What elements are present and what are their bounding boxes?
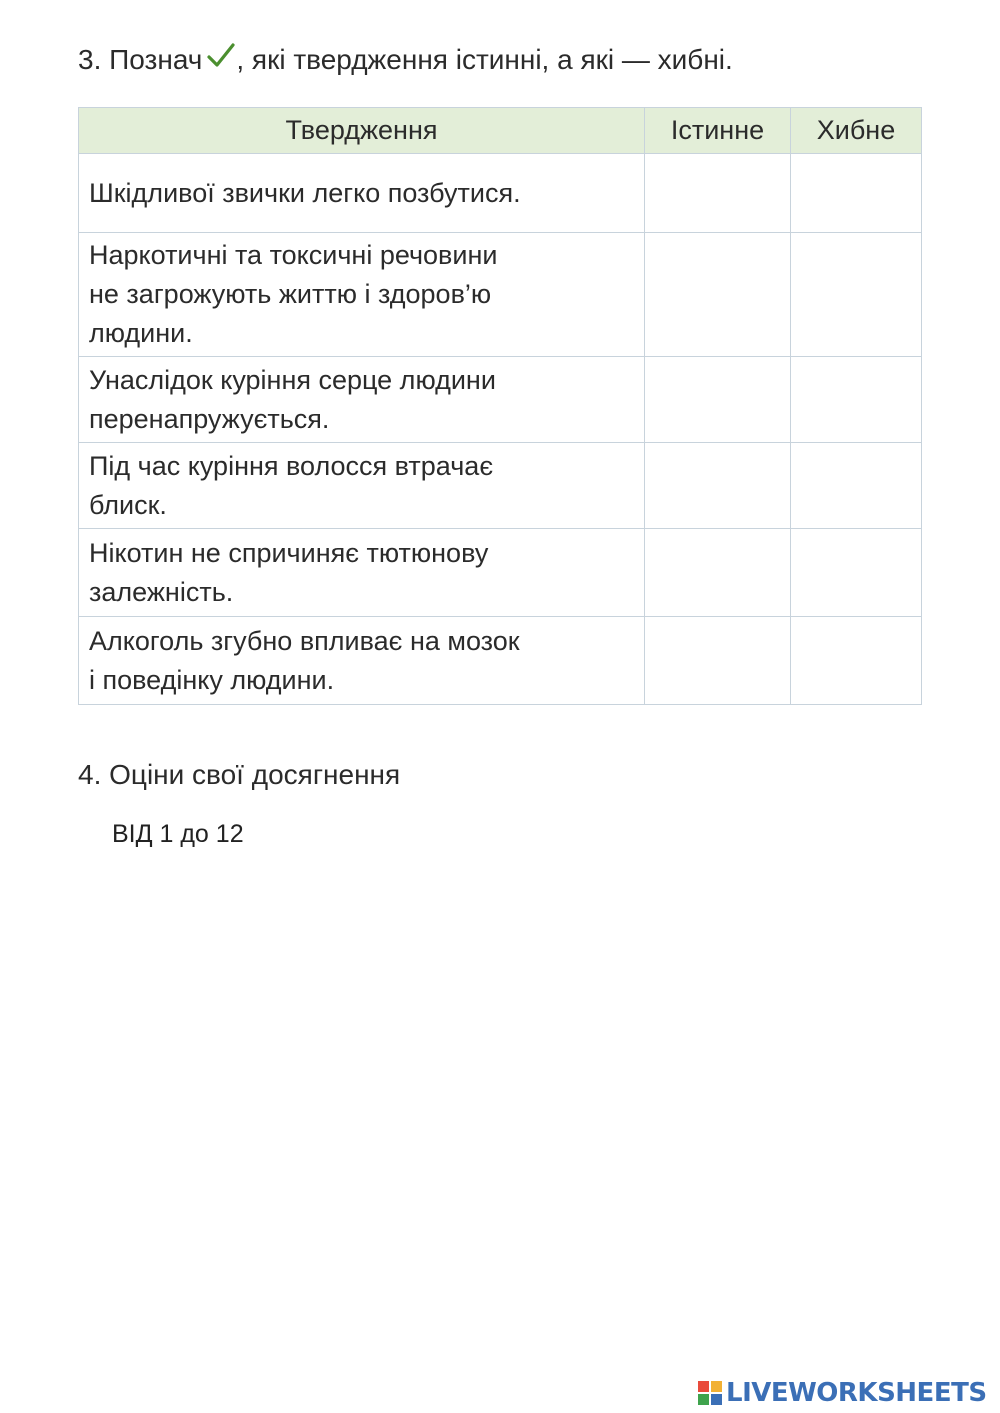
table-row xyxy=(79,443,922,529)
task-3-title-end: , які твердження істинні, а які — хибні. xyxy=(236,44,733,75)
table-row xyxy=(79,357,922,443)
false-mark-cell[interactable] xyxy=(791,233,922,357)
statement-cell xyxy=(79,154,645,233)
statement-text: Унаслідок куріння серце людини перенапружується. xyxy=(89,364,496,434)
grade-range-note: ВІД 1 до 12 xyxy=(112,820,244,848)
logo-text: LIVEWORKSHEETS xyxy=(726,1378,987,1408)
statement-text: Наркотичні та токсичні речовини не загрожують життю і здоров’ю людини. xyxy=(89,240,498,348)
statement-text: Алкоголь згубно впливає на мозок і поведінку людини. xyxy=(89,625,520,695)
table-row xyxy=(79,233,922,357)
task-4-title: 4. Оціни свої досягнення xyxy=(78,759,401,790)
task-3-title-start: 3. Познач xyxy=(78,44,203,75)
statement-text: Під час куріння волосся втрачає блиск. xyxy=(89,450,494,520)
statement-cell xyxy=(79,443,645,529)
statement-cell xyxy=(79,233,645,357)
statement-cell xyxy=(79,617,645,705)
false-mark-cell[interactable] xyxy=(791,617,922,705)
header-true: Істинне xyxy=(645,108,791,154)
false-mark-cell[interactable] xyxy=(791,443,922,529)
statements-table xyxy=(78,107,922,705)
table-row xyxy=(79,617,922,705)
statement-cell xyxy=(79,529,645,617)
header-statement: Твердження xyxy=(79,108,645,154)
false-mark-cell[interactable] xyxy=(791,357,922,443)
checkmark-icon xyxy=(206,41,236,71)
statement-text: Шкідливої звички легко позбутися. xyxy=(89,177,521,208)
false-mark-cell[interactable] xyxy=(791,154,922,233)
logo-squares-icon xyxy=(698,1381,722,1405)
task-3-title xyxy=(78,40,733,80)
table-row xyxy=(79,154,922,233)
header-false: Хибне xyxy=(791,108,922,154)
true-mark-cell[interactable] xyxy=(645,617,791,705)
table-header-row xyxy=(79,108,922,154)
statement-cell xyxy=(79,357,645,443)
table-row xyxy=(79,529,922,617)
true-mark-cell[interactable] xyxy=(645,443,791,529)
statement-text: Нікотин не спричиняє тютюнову залежність. xyxy=(89,537,489,607)
true-mark-cell[interactable] xyxy=(645,529,791,617)
true-mark-cell[interactable] xyxy=(645,154,791,233)
true-mark-cell[interactable] xyxy=(645,357,791,443)
true-mark-cell[interactable] xyxy=(645,233,791,357)
false-mark-cell[interactable] xyxy=(791,529,922,617)
liveworksheets-logo[interactable] xyxy=(698,1376,987,1410)
